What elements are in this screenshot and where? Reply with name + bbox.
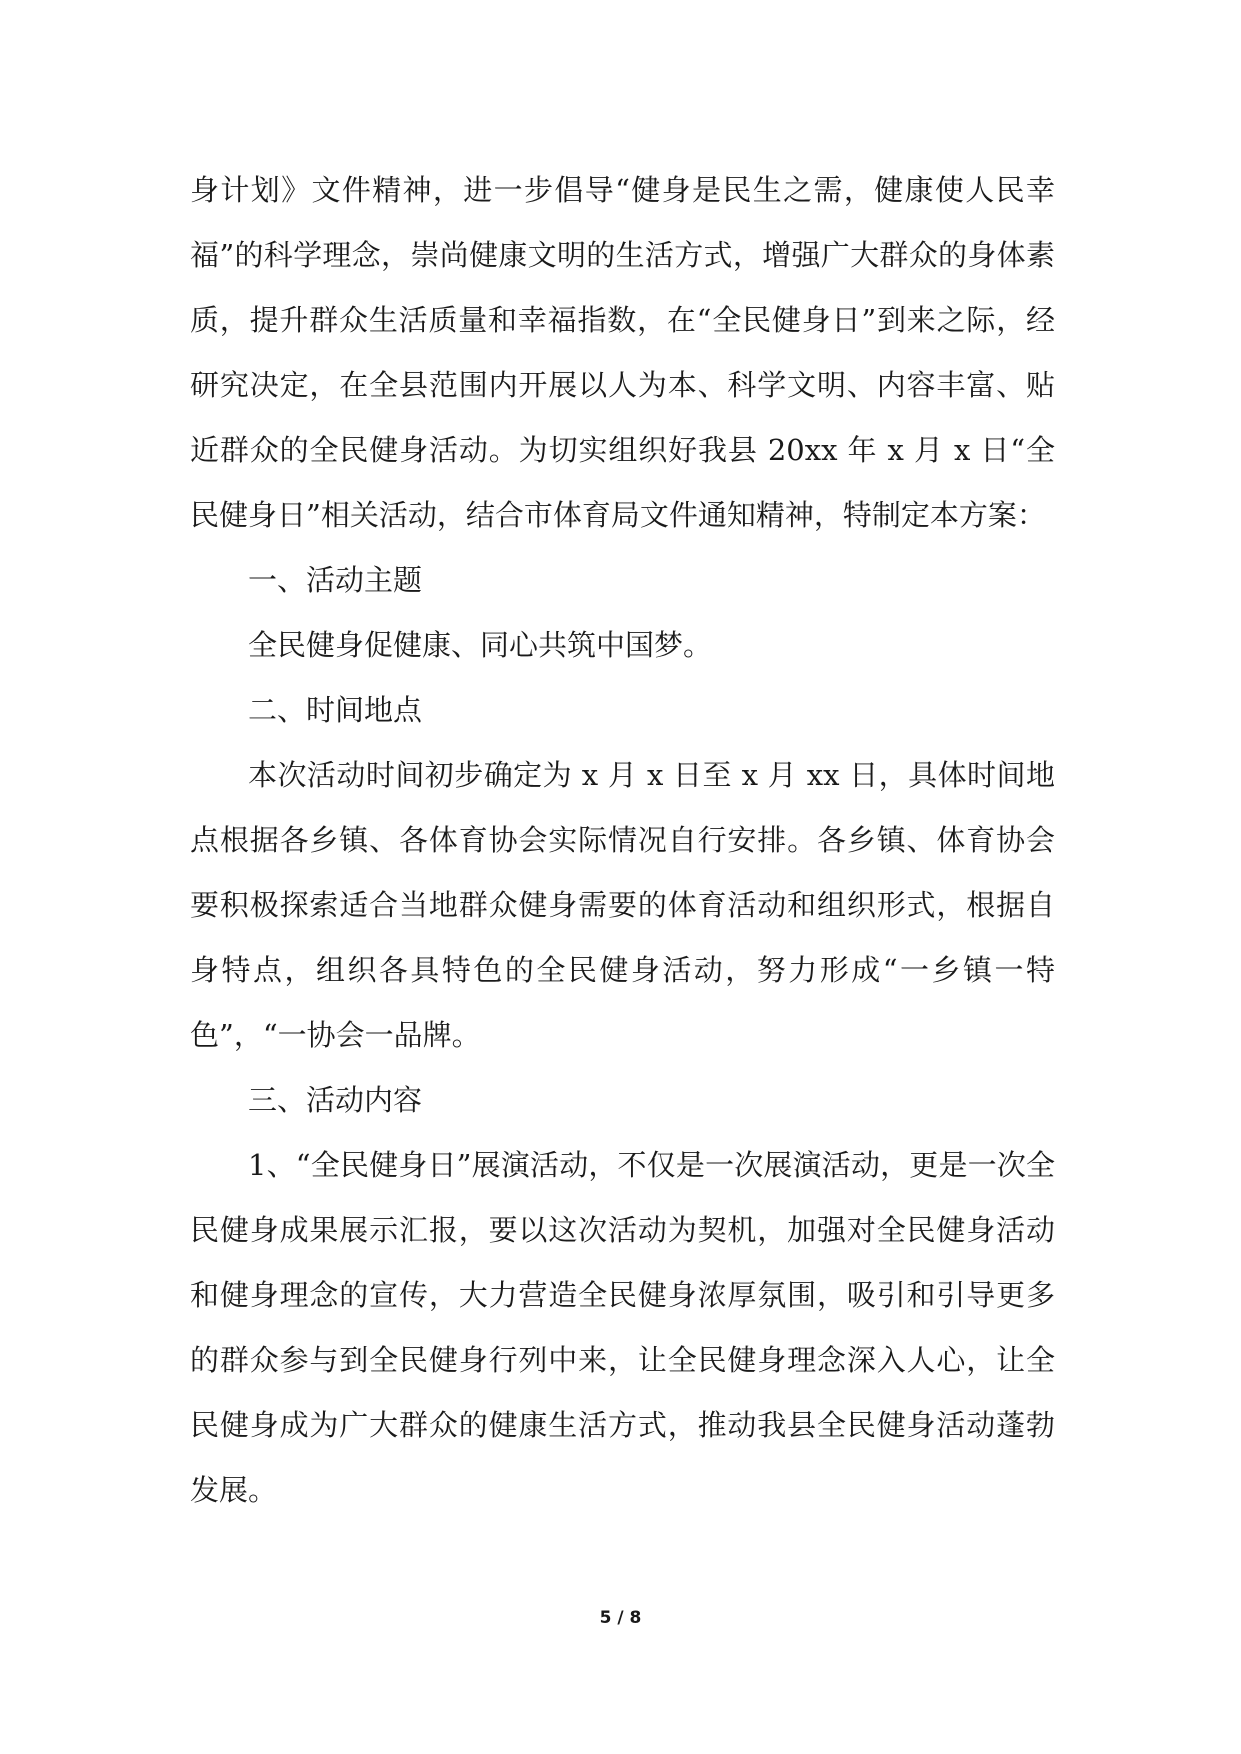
heading-activity-theme: 一、活动主题 bbox=[248, 563, 423, 597]
heading-time-location: 二、时间地点 bbox=[248, 693, 423, 727]
paragraph-intro-continued: 身计划》文件精神，进一步倡导“健身是民生之需，健康使人民幸福”的科学理念，崇尚健康文明的生活方式，增强广大群众的身体素质，提升群众生活质量和幸福指数，在“全民健身日”到来之际，经研究决定，在全县范围内开展以人为本、科学文明、内容丰富、贴近群众的全民健身活动。为切实组织好我县 20xx 年 x 月 x 日“全民健身日”相关活动，结合市体育局文件通知精神，特制定本方案： bbox=[190, 173, 1055, 532]
paragraph-time-location: 本次活动时间初步确定为 x 月 x 日至 x 月 xx 日，具体时间地点根据各乡镇、各体育协会实际情况自行安排。各乡镇、体育协会要积极探索适合当地群众健身需要的体育活动和组织形式，根据自身特点，组织各具特色的全民健身活动，努力形成“一乡镇一特色”，“一协会一品牌。 bbox=[190, 758, 1055, 1052]
heading-activity-content: 三、活动内容 bbox=[248, 1083, 423, 1117]
paragraph-activity-content-1: 1、“全民健身日”展演活动，不仅是一次展演活动，更是一次全民健身成果展示汇报，要以这次活动为契机，加强对全民健身活动和健身理念的宣传，大力营造全民健身浓厚氛围，吸引和引导更多的群众参与到全民健身行列中来，让全民健身理念深入人心，让全民健身成为广大群众的健康生活方式，推动我县全民健身活动蓬勃发展。 bbox=[190, 1148, 1055, 1507]
page-number: 5 / 8 bbox=[599, 1608, 642, 1628]
document-body bbox=[190, 158, 1055, 1523]
paragraph-activity-theme: 全民健身促健康、同心共筑中国梦。 bbox=[248, 628, 713, 662]
